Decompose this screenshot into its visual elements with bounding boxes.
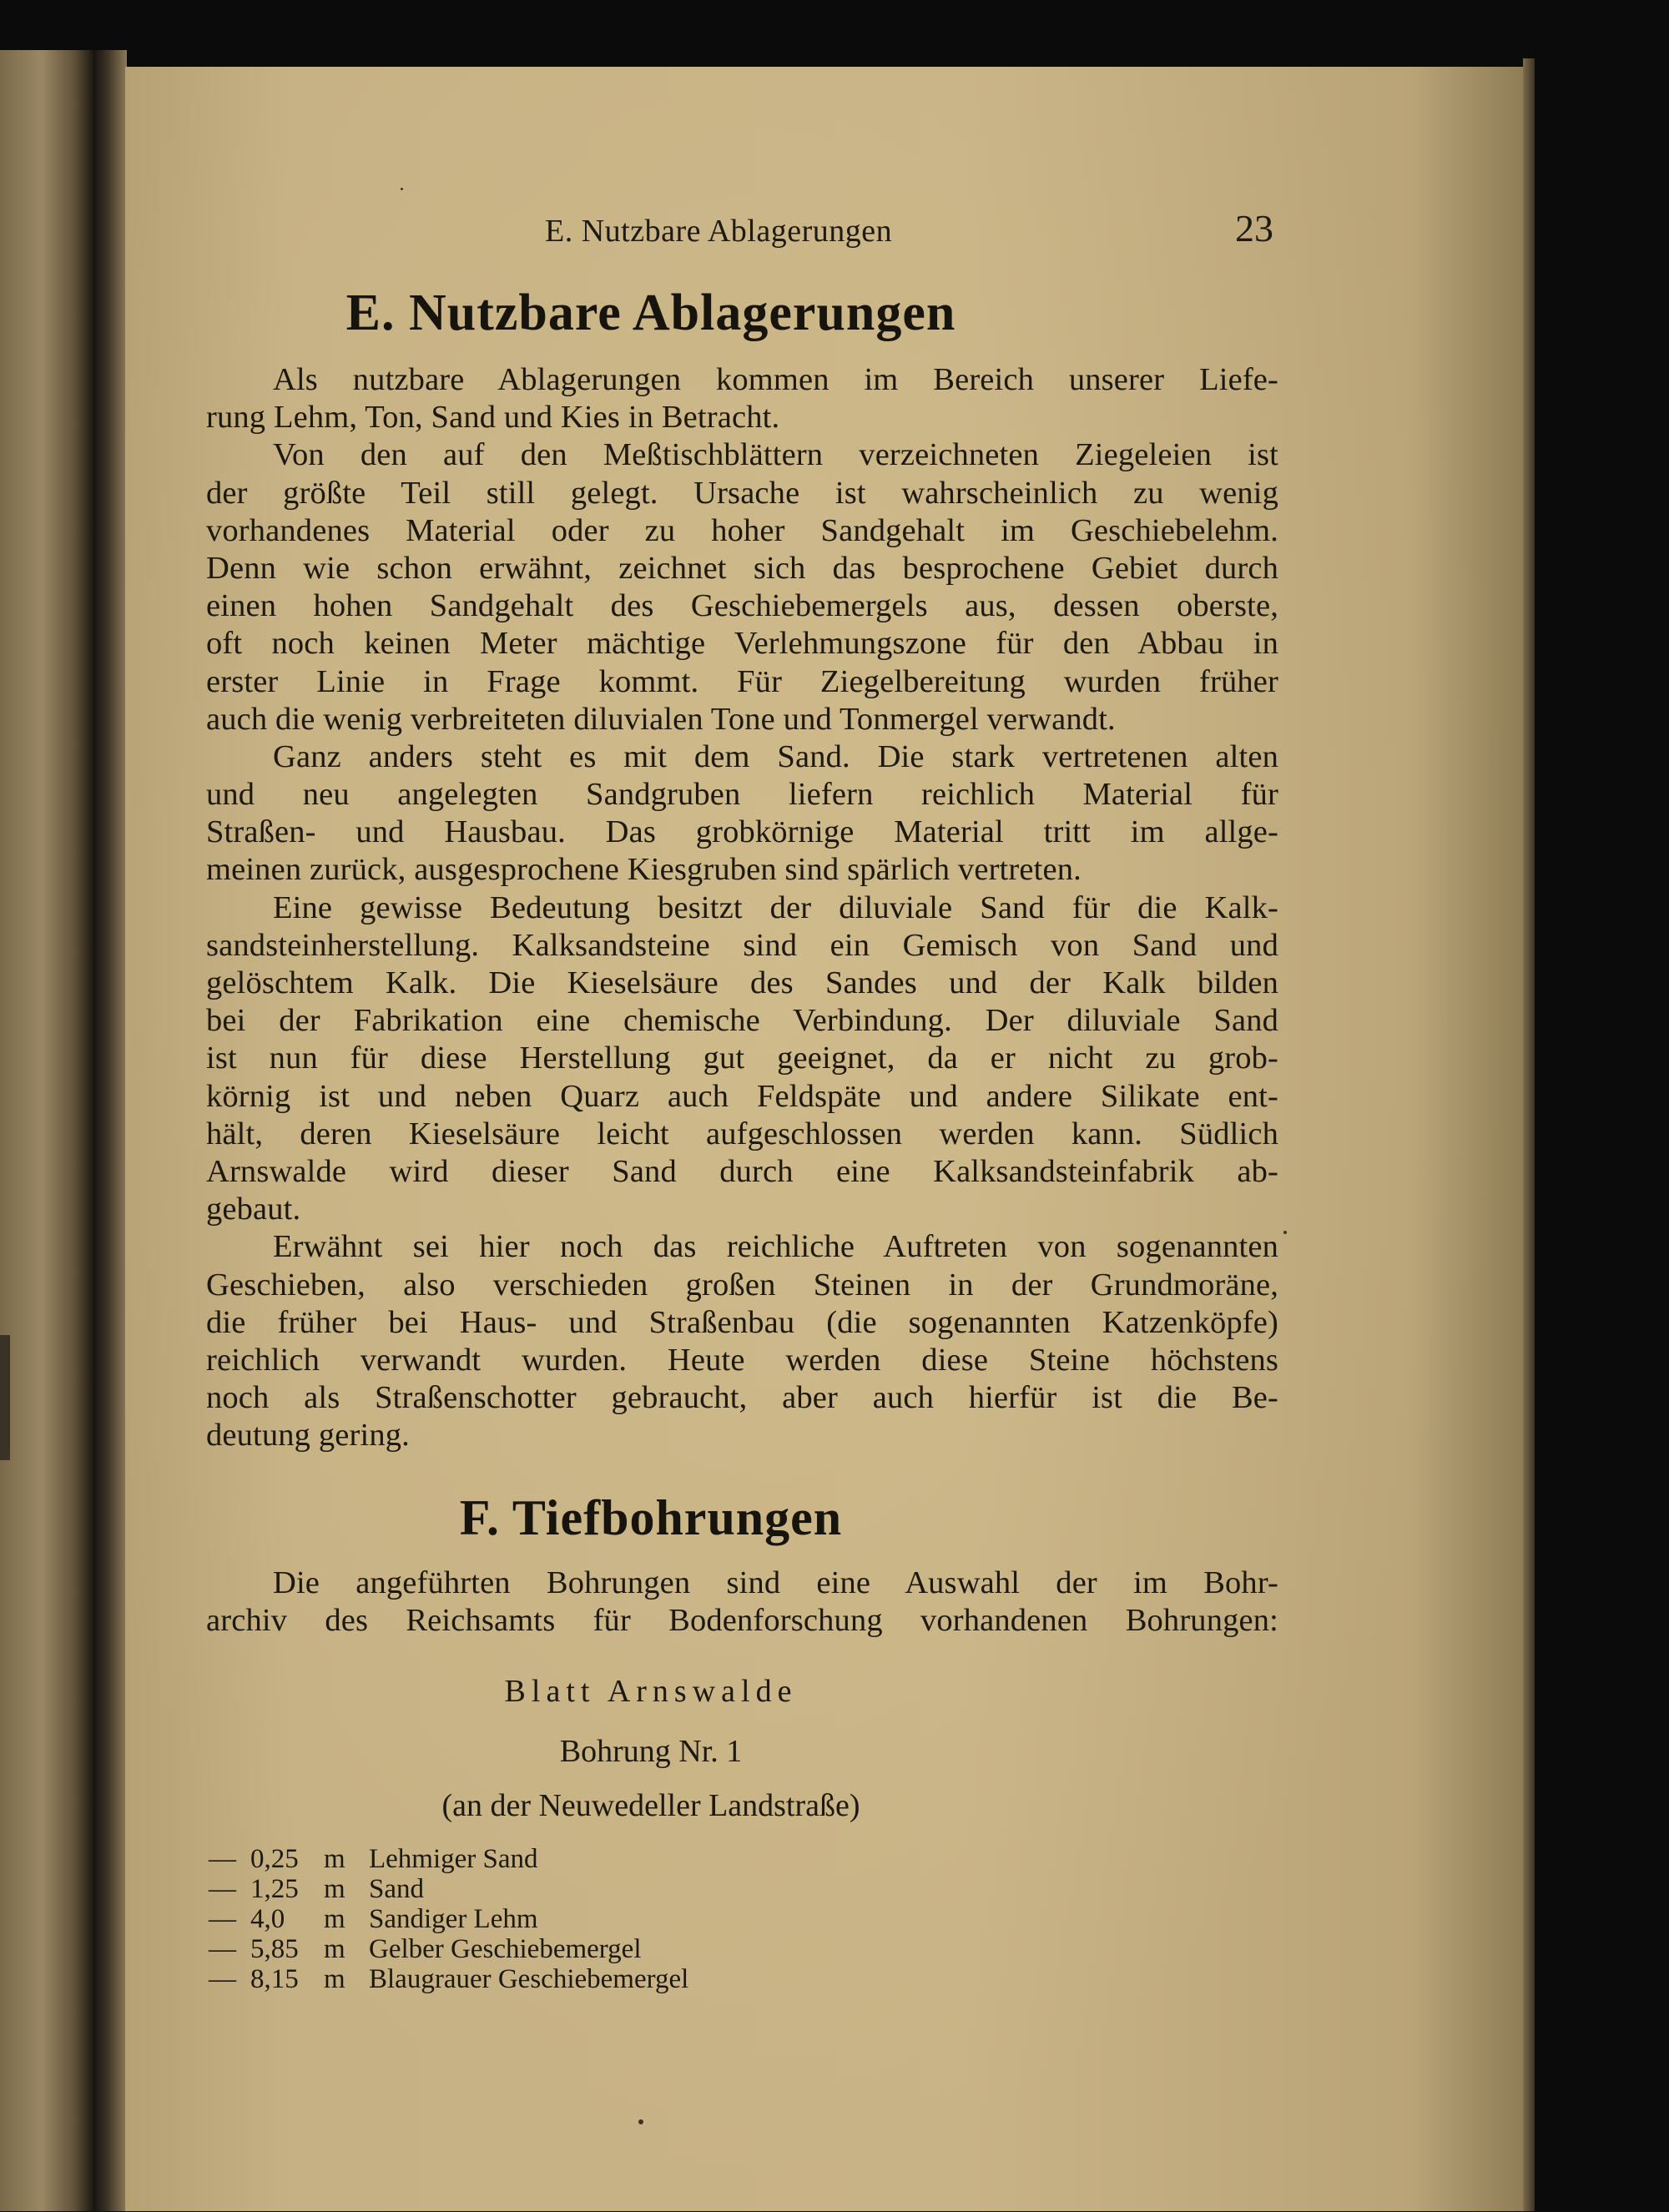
drilling-location: (an der Neuwedeller Landstraße) [441, 1788, 860, 1823]
book-gutter [93, 50, 127, 2211]
layer-unit: m [324, 1874, 345, 1904]
section-e-body [206, 361, 1278, 1454]
layer-description: Blaugrauer Geschiebemergel [369, 1964, 689, 1994]
text-line: Straßen- und Hausbau. Das grobkörnige Material tritt im allge- [206, 814, 1278, 850]
running-head [125, 207, 1523, 263]
layer-row [209, 1934, 1043, 1964]
layer-depth: 4,0 [250, 1904, 285, 1934]
layer-unit: m [324, 1934, 345, 1964]
layer-description: Sand [369, 1874, 424, 1904]
paper-speck [1283, 1231, 1287, 1234]
text-line: einen hohen Sandgehalt des Geschiebemergels aus, dessen oberste, [206, 588, 1278, 624]
text-line: körnig ist und neben Quarz auch Feldspäte und andere Silikate ent- [206, 1078, 1278, 1114]
layer-dash: — [209, 1964, 236, 1994]
layer-unit: m [324, 1844, 345, 1874]
text-line: Denn wie schon erwähnt, zeichnet sich das besprochene Gebiet durch [206, 550, 1278, 586]
page-edge-shadow [1523, 58, 1535, 2211]
text-line: bei der Fabrikation eine chemische Verbindung. Der diluviale Sand [206, 1003, 1278, 1039]
text-line: Von den auf den Meßtischblättern verzeichneten Ziegeleien ist [273, 437, 1278, 473]
layer-depth: 5,85 [250, 1934, 299, 1964]
text-line: oft noch keinen Meter mächtige Verlehmungszone für den Abbau in [206, 626, 1278, 662]
layer-depth: 8,15 [250, 1964, 299, 1994]
text-line: gelöschtem Kalk. Die Kieselsäure des Sandes und der Kalk bilden [206, 965, 1278, 1000]
text-line: erster Linie in Frage kommt. Für Ziegelbereitung wurden früher [206, 663, 1278, 699]
text-line: auch die wenig verbreiteten diluvialen Tone und Tonmergel verwandt. [206, 701, 1116, 737]
text-line: deutung gering. [206, 1418, 410, 1454]
text-line: die früher bei Haus- und Straßenbau (die sogenannten Katzenköpfe) [206, 1304, 1278, 1340]
text-line: Arnswalde wird dieser Sand durch eine Kalksandsteinfabrik ab- [206, 1153, 1278, 1189]
text-line: vorhandenes Material oder zu hoher Sandgehalt im Geschiebelehm. [206, 512, 1278, 548]
layer-row [209, 1844, 1043, 1874]
left-page-mark [0, 1335, 10, 1460]
layer-dash: — [209, 1874, 236, 1904]
layer-unit: m [324, 1904, 345, 1934]
section-heading-f: F. Tiefbohrungen [459, 1490, 843, 1545]
text-line: reichlich verwandt wurden. Heute werden diese Steine höchstens [206, 1342, 1278, 1378]
section-heading-e: E. Nutzbare Ablagerungen [345, 285, 956, 341]
text-line: Geschieben, also verschieden großen Steinen in der Grundmoräne, [206, 1267, 1278, 1303]
layer-unit: m [324, 1964, 345, 1994]
running-head-title: E. Nutzbare Ablagerungen [545, 214, 893, 249]
layer-description: Sandiger Lehm [369, 1904, 538, 1934]
text-line: Erwähnt sei hier noch das reichliche Auftreten von sogenannten [273, 1229, 1278, 1265]
layer-description: Lehmiger Sand [369, 1844, 538, 1874]
layer-depth: 0,25 [250, 1844, 299, 1874]
text-line: Als nutzbare Ablagerungen kommen im Bereich unserer Liefe- [273, 362, 1278, 397]
text-line: meinen zurück, ausgesprochene Kiesgruben sind spärlich vertreten. [206, 852, 1082, 888]
drilling-title: Bohrung Nr. 1 [559, 1734, 743, 1769]
text-line: sandsteinherstellung. Kalksandsteine sind ein Gemisch von Sand und [206, 927, 1278, 963]
paper-speck [638, 2119, 643, 2124]
text-line: Die angeführten Bohrungen sind eine Auswahl der im Bohr- [273, 1565, 1278, 1600]
drilling-layer-list [209, 1844, 1043, 1994]
text-line: noch als Straßenschotter gebraucht, aber auch hierfür ist die Be- [206, 1380, 1278, 1416]
layer-dash: — [209, 1844, 236, 1874]
page-number: 23 [1235, 207, 1273, 249]
text-line: und neu angelegten Sandgruben liefern reichlich Material für [206, 777, 1278, 813]
layer-description: Gelber Geschiebemergel [369, 1934, 642, 1964]
section-f-body [206, 1565, 1278, 1640]
book-page [125, 67, 1523, 2211]
layer-row [209, 1874, 1043, 1904]
text-line: gebaut. [206, 1192, 301, 1227]
paper-speck [401, 188, 403, 190]
text-line: Ganz anders steht es mit dem Sand. Die stark vertretenen alten [273, 738, 1278, 774]
text-line: hält, deren Kieselsäure leicht aufgeschlossen werden kann. Südlich [206, 1116, 1278, 1151]
sheet-title: Blatt Arnswalde [504, 1674, 798, 1709]
layer-dash: — [209, 1904, 236, 1934]
layer-row [209, 1964, 1043, 1994]
text-line: Eine gewisse Bedeutung besitzt der diluviale Sand für die Kalk- [273, 889, 1278, 925]
text-line: rung Lehm, Ton, Sand und Kies in Betracht. [206, 400, 780, 436]
text-line: archiv des Reichsamts für Bodenforschung vorhandenen Bohrungen: [206, 1603, 1278, 1639]
layer-row [209, 1904, 1043, 1934]
layer-depth: 1,25 [250, 1874, 299, 1904]
text-line: der größte Teil still gelegt. Ursache ist wahrscheinlich zu wenig [206, 475, 1278, 511]
text-line: ist nun für diese Herstellung gut geeignet, da er nicht zu grob- [206, 1040, 1278, 1076]
layer-dash: — [209, 1934, 236, 1964]
left-page-edge [0, 50, 93, 2211]
